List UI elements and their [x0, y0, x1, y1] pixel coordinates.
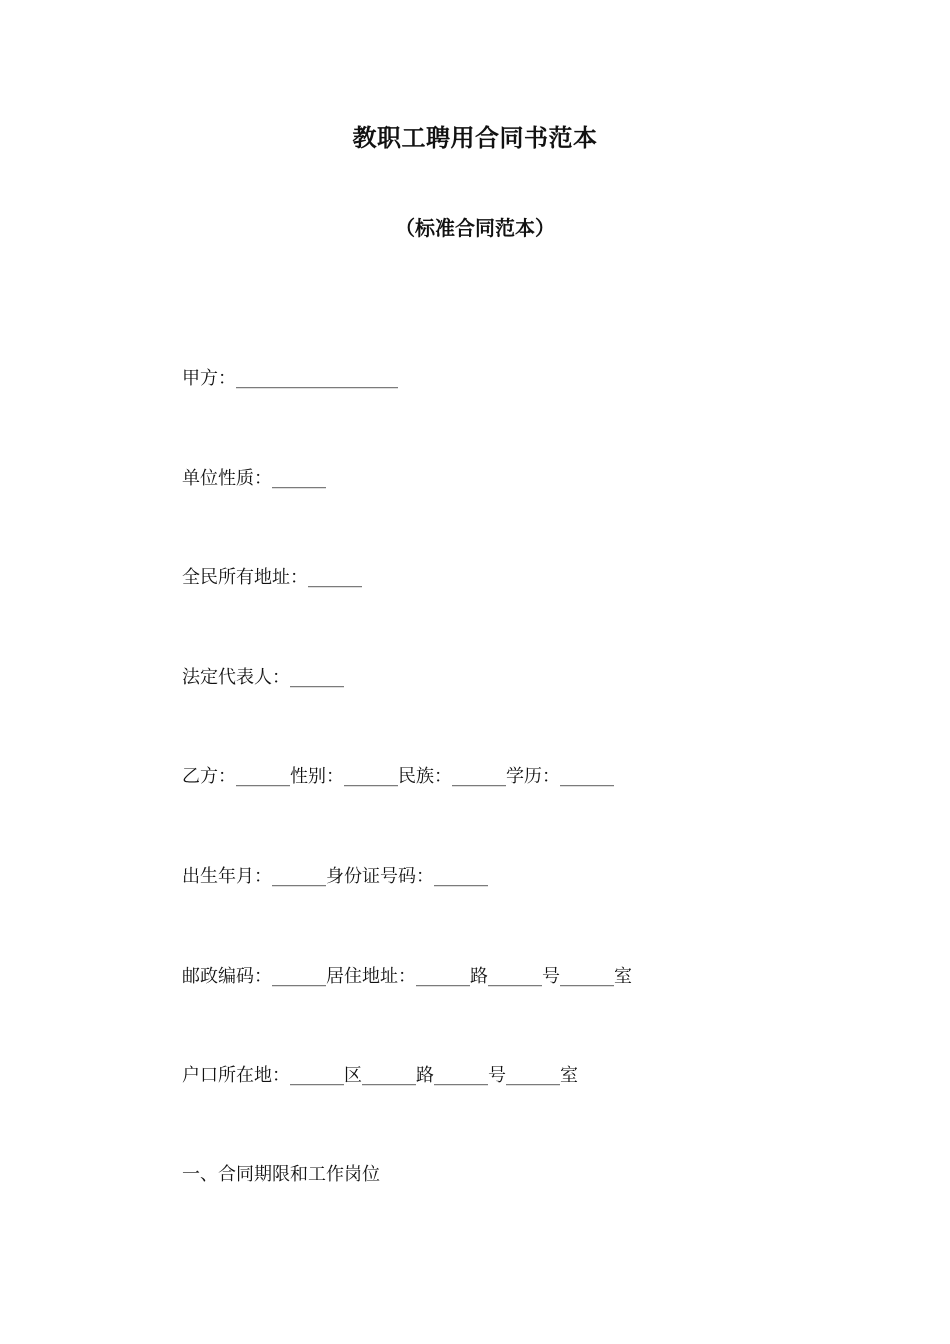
address-text: 全民所有地址：______ [182, 567, 362, 588]
party-b-line [182, 765, 614, 789]
unit-nature-text: 单位性质：______ [182, 468, 326, 489]
party-b-text: 乙方：______性别：______民族：______学历：______ [182, 766, 614, 787]
party-a-line [182, 367, 398, 391]
household-registration-text: 户口所在地：______区______路______号______室 [182, 1065, 578, 1086]
document-subtitle: （标准合同范本） [395, 216, 555, 240]
unit-nature-line [182, 467, 326, 491]
section-heading-text: 一、合同期限和工作岗位 [182, 1164, 380, 1185]
party-a-text: 甲方：__________________ [182, 368, 398, 389]
document-title: 教职工聘用合同书范本 [352, 124, 598, 152]
birth-id-line [182, 865, 488, 889]
section-heading [182, 1163, 380, 1187]
legal-representative-line [182, 666, 344, 690]
postal-residence-line [182, 965, 632, 989]
postal-residence-text: 邮政编码：______居住地址：______路______号______室 [182, 966, 632, 987]
legal-representative-text: 法定代表人：______ [182, 667, 344, 688]
household-registration-line [182, 1064, 578, 1088]
address-line [182, 566, 362, 590]
birth-id-text: 出生年月：______身份证号码：______ [182, 866, 488, 887]
